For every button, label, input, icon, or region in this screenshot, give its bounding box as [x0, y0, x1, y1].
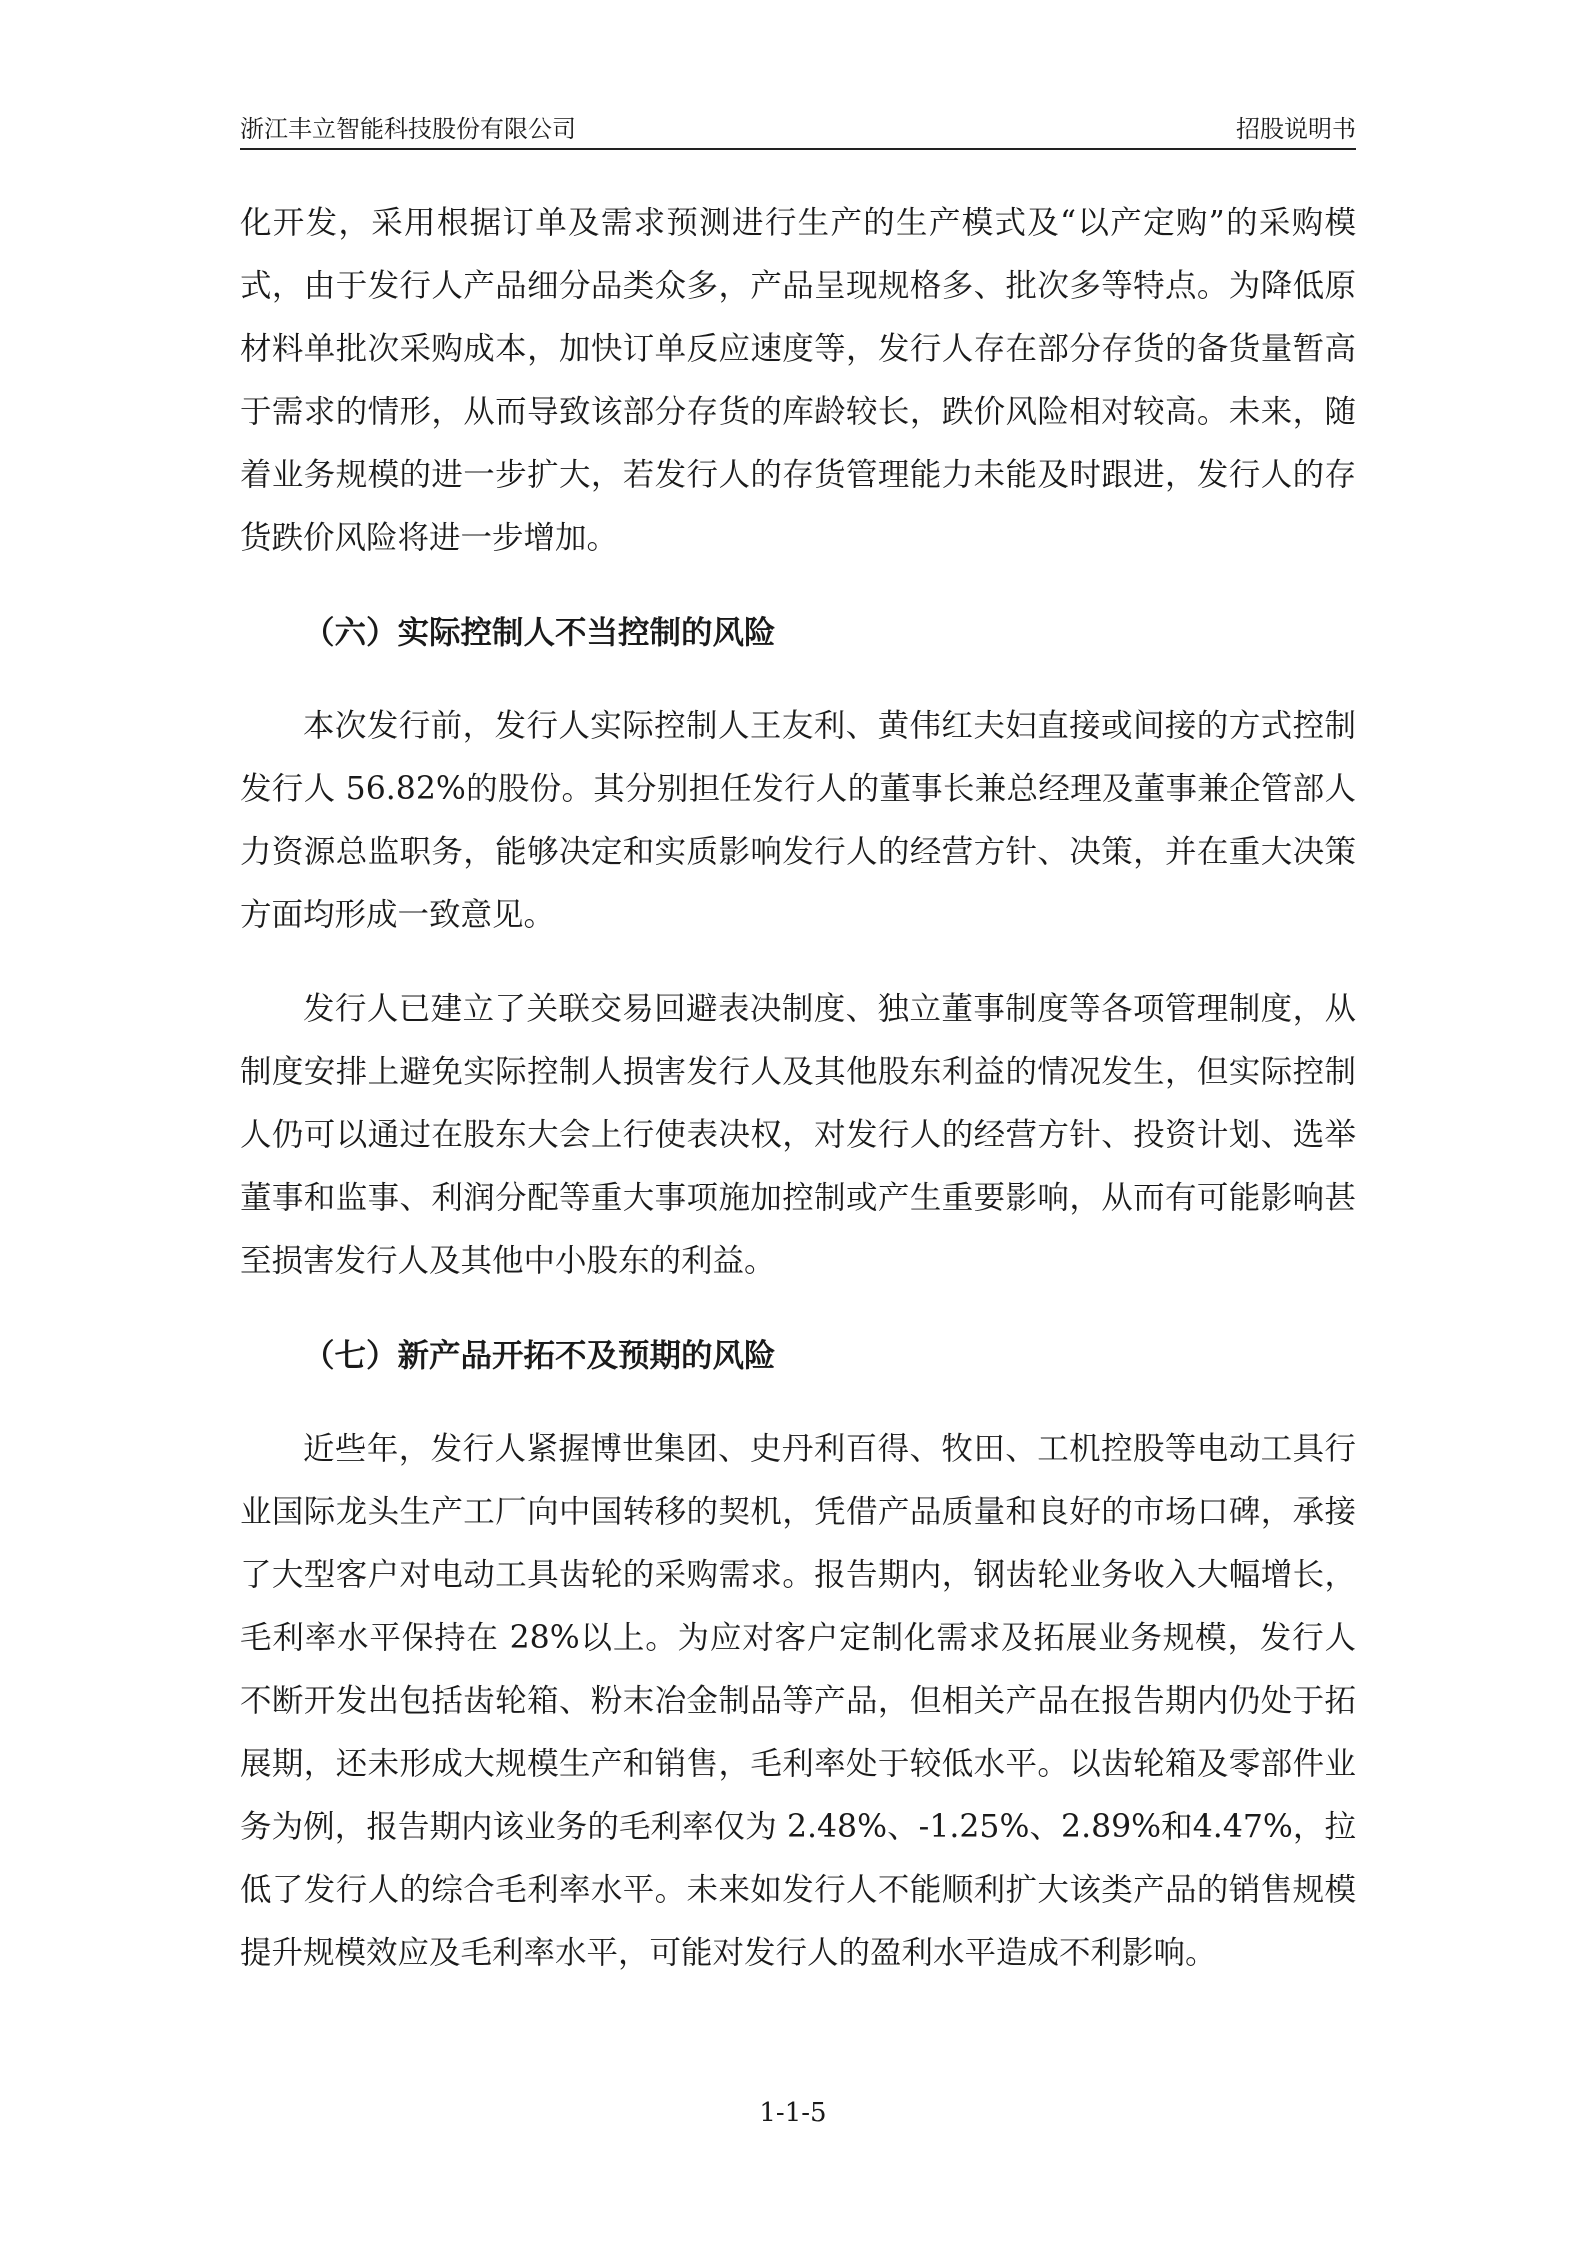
paragraph-inventory-risk-continued: 化开发，采用根据订单及需求预测进行生产的生产模式及“以产定购”的采购模式，由于发行人产品细分品类众多，产品呈现规格多、批次多等特点。为降低原材料单批次采购成本，加快订单反应速度等，发行人存在部分存货的备货量暂高于需求的情形，从而导致该部分存货的库龄较长，跌价风险相对较高。未来，随着业务规模的进一步扩大，若发行人的存货管理能力未能及时跟进，发行人的存货跌价风险将进一步增加。 — [240, 205, 1356, 556]
paragraph-new-product-risk: 近些年，发行人紧握博世集团、史丹利百得、牧田、工机控股等电动工具行业国际龙头生产工厂向中国转移的契机，凭借产品质量和良好的市场口碑，承接了大型客户对电动工具齿轮的采购需求。报告期内，钢齿轮业务收入大幅增长，毛利率水平保持在 28%以上。为应对客户定制化需求及拓展业务规模，发行人不断开发出包括齿轮箱、粉末冶金制品等产品，但相关产品在报告期内仍处于拓展期，还未形成大规模生产和销售，毛利率处于较低水平。以齿轮箱及零部件业务为例，报告期内该业务的毛利率仅为 2.48%、-1.25%、2.89%和4.47%，拉低了发行人的综合毛利率水平。未来如发行人不能顺利扩大该类产品的销售规模提升规模效应及毛利率水平，可能对发行人的盈利水平造成不利影响。 — [240, 1431, 1356, 1971]
header-document-type: 招股说明书 — [1236, 115, 1356, 143]
page-header — [240, 110, 1356, 150]
header-company-name: 浙江丰立智能科技股份有限公司 — [240, 115, 576, 143]
page-body — [240, 192, 1356, 1985]
page-number: 1-1-5 — [759, 2098, 827, 2128]
section-heading-controller-risk: （六）实际控制人不当控制的风险 — [303, 614, 776, 651]
section-heading-new-product-risk: （七）新产品开拓不及预期的风险 — [303, 1337, 776, 1374]
paragraph-controller-shareholding: 本次发行前，发行人实际控制人王友利、黄伟红夫妇直接或间接的方式控制发行人 56.82%的股份。其分别担任发行人的董事长兼总经理及董事兼企管部人力资源总监职务，能够决定和实质影响发行人的经营方针、决策，并在重大决策方面均形成一致意见。 — [240, 708, 1356, 933]
paragraph-controller-governance: 发行人已建立了关联交易回避表决制度、独立董事制度等各项管理制度，从制度安排上避免实际控制人损害发行人及其他股东利益的情况发生，但实际控制人仍可以通过在股东大会上行使表决权，对发行人的经营方针、投资计划、选举董事和监事、利润分配等重大事项施加控制或产生重要影响，从而有可能影响甚至损害发行人及其他中小股东的利益。 — [240, 991, 1356, 1279]
